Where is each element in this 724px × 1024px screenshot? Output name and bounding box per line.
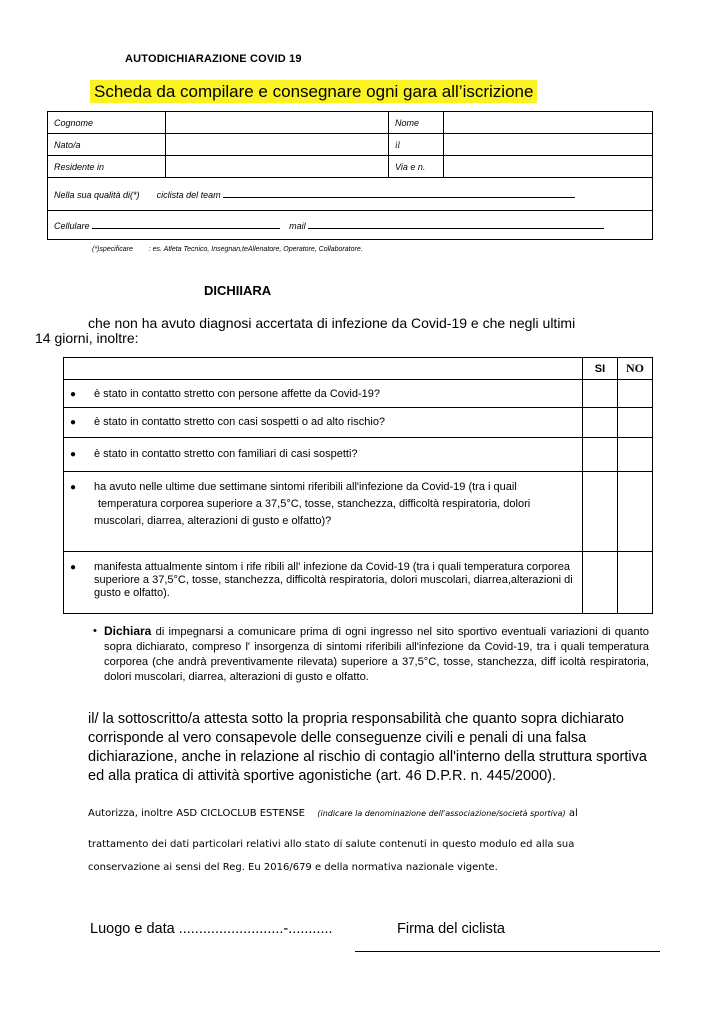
- nato-label: Nato/a: [48, 134, 166, 156]
- nome-label: Nome: [389, 112, 444, 134]
- via-field[interactable]: [444, 156, 653, 178]
- nato-field[interactable]: [166, 134, 389, 156]
- bullet-icon: ●: [70, 449, 77, 460]
- answer-si-cell[interactable]: [583, 438, 618, 472]
- column-si-header: SI: [583, 358, 618, 380]
- bullet-icon: ●: [70, 482, 77, 493]
- declaration-intro-line1: che non ha avuto diagnosi accertata di infezione da Covid-19 e che negli ultimi: [88, 315, 576, 331]
- column-no-header: NO: [618, 358, 653, 380]
- form-subtitle: Scheda da compilare e consegnare ogni gara all’iscrizione: [90, 80, 537, 103]
- nome-field[interactable]: [444, 112, 653, 134]
- answer-no-cell[interactable]: [618, 408, 653, 438]
- qualita-row: [48, 178, 653, 211]
- authorization-italic: (indicare la denominazione dell'associazione/società sportiva): [317, 809, 566, 818]
- bullet-icon: ●: [70, 417, 77, 428]
- signature-label: Firma del ciclista: [397, 921, 505, 937]
- authorization-suffix: al: [568, 808, 578, 819]
- residente-field[interactable]: [166, 156, 389, 178]
- answer-no-cell[interactable]: [618, 552, 653, 614]
- bullet-icon: ●: [70, 389, 77, 400]
- note-prefix: (*)specificare: [92, 246, 133, 253]
- residente-label: Residente in: [48, 156, 166, 178]
- question-text: manifesta attualmente sintom i rife ribili all' infezione da Covid-19 (tra i quali temperatura corporea superiore a 37,5°C, tosse, stanchezza, difficoltà respiratoria, dolori muscolari, diarrea,alterazioni di gusto e olfatto).: [94, 561, 573, 599]
- question-row: [64, 472, 653, 552]
- bullet-icon: •: [93, 625, 97, 637]
- answer-no-cell[interactable]: [618, 380, 653, 408]
- answer-si-cell[interactable]: [583, 552, 618, 614]
- answer-si-cell[interactable]: [583, 472, 618, 552]
- question-row: [64, 438, 653, 472]
- question-text-cont: temperatura corporea superiore a 37,5°C, tosse, stanchezza, difficoltà respiratoria, dolori: [98, 498, 531, 510]
- question-row: [64, 380, 653, 408]
- contact-row: [48, 211, 653, 240]
- authorization-line2: trattamento dei dati particolari relativi allo stato di salute contenuti in questo modulo ed alla sua: [88, 839, 575, 850]
- document-title: AUTODICHIARAZIONE COVID 19: [125, 53, 302, 65]
- qualita-fill-line[interactable]: [223, 188, 575, 198]
- question-row: [64, 552, 653, 614]
- question-text: è stato in contatto stretto con persone affette da Covid-19?: [94, 388, 380, 400]
- cellulare-label: Cellulare: [54, 221, 90, 231]
- question-row: [64, 408, 653, 438]
- answer-si-cell[interactable]: [583, 380, 618, 408]
- question-text: è stato in contatto stretto con casi sospetti o ad alto rischio?: [94, 416, 386, 428]
- declaration-intro-line2: 14 giorni, inoltre:: [35, 330, 139, 346]
- answer-no-cell[interactable]: [618, 438, 653, 472]
- specify-note: [92, 246, 363, 253]
- commitment-text: di impegnarsi a comunicare prima di ogni ingresso nel sito sportivo eventuali variazioni di quanto sopra dichiarato, compreso l' insorgenza di sintomi riferibili all'infezione da Covid-19, tra i quali temperatura corporea (che andrà preventivamente rilevata) superiore a 37,5°C, tosse, stanchezza, diff icoltà respiratoria, dolori muscolari, diarrea, alterazioni di gusto e olfatto.: [104, 626, 650, 683]
- attestation-paragraph: il/ la sottoscritto/a attesta sotto la propria responsabilità che quanto sopra dichiarato corrisponde al vero consapevole delle conseguenze civili e penali di una falsa dichiarazione, anche in relazione al rischio di contagio all'interno della struttura sportiva ed alla pratica di attività sportive agonistiche (art. 46 D.P.R. n. 445/2000).: [88, 711, 647, 784]
- commitment-bold: Dichiara: [104, 624, 152, 638]
- dichiara-heading: DICHIIARA: [204, 283, 272, 298]
- authorization-line: [88, 807, 668, 821]
- symptom-questionnaire: [63, 357, 653, 614]
- place-date-field[interactable]: Luogo e data ..........................-...........: [90, 921, 333, 937]
- mail-label: mail: [289, 221, 306, 231]
- cognome-label: Cognome: [48, 112, 166, 134]
- questionnaire-header-blank: [64, 358, 583, 380]
- question-text: ha avuto nelle ultime due settimane sintomi riferibili all'infezione da Covid-19 (tra i quail: [94, 481, 517, 493]
- bullet-icon: ●: [70, 562, 77, 573]
- commitment-paragraph: [93, 624, 650, 685]
- mail-field[interactable]: [308, 219, 604, 229]
- note-text: : es. Atleta Tecnico, Insegnan,teAllenatore, Operatore, Collaboratore.: [148, 246, 363, 253]
- via-label: Via e n.: [389, 156, 444, 178]
- authorization-line3: conservazione ai sensi del Reg. Eu 2016/679 e della normativa nazionale vigente.: [88, 862, 498, 873]
- personal-info-table: [47, 111, 653, 240]
- question-text: è stato in contatto stretto con familiari di casi sospetti?: [94, 448, 358, 460]
- answer-si-cell[interactable]: [583, 408, 618, 438]
- cellulare-field[interactable]: [92, 219, 280, 229]
- authorization-prefix: Autorizza, inoltre ASD CICLOCLUB ESTENSE: [88, 808, 305, 819]
- answer-no-cell[interactable]: [618, 472, 653, 552]
- cognome-field[interactable]: [166, 112, 389, 134]
- qualita-label: Nella sua qualità di(*): [54, 190, 140, 200]
- il-field[interactable]: [444, 134, 653, 156]
- il-label: il: [389, 134, 444, 156]
- signature-line[interactable]: [355, 951, 660, 952]
- question-text-cont: muscolari, diarrea, alterazioni di gusto e olfatto)?: [94, 515, 332, 527]
- qualita-value: ciclista del team: [156, 190, 221, 200]
